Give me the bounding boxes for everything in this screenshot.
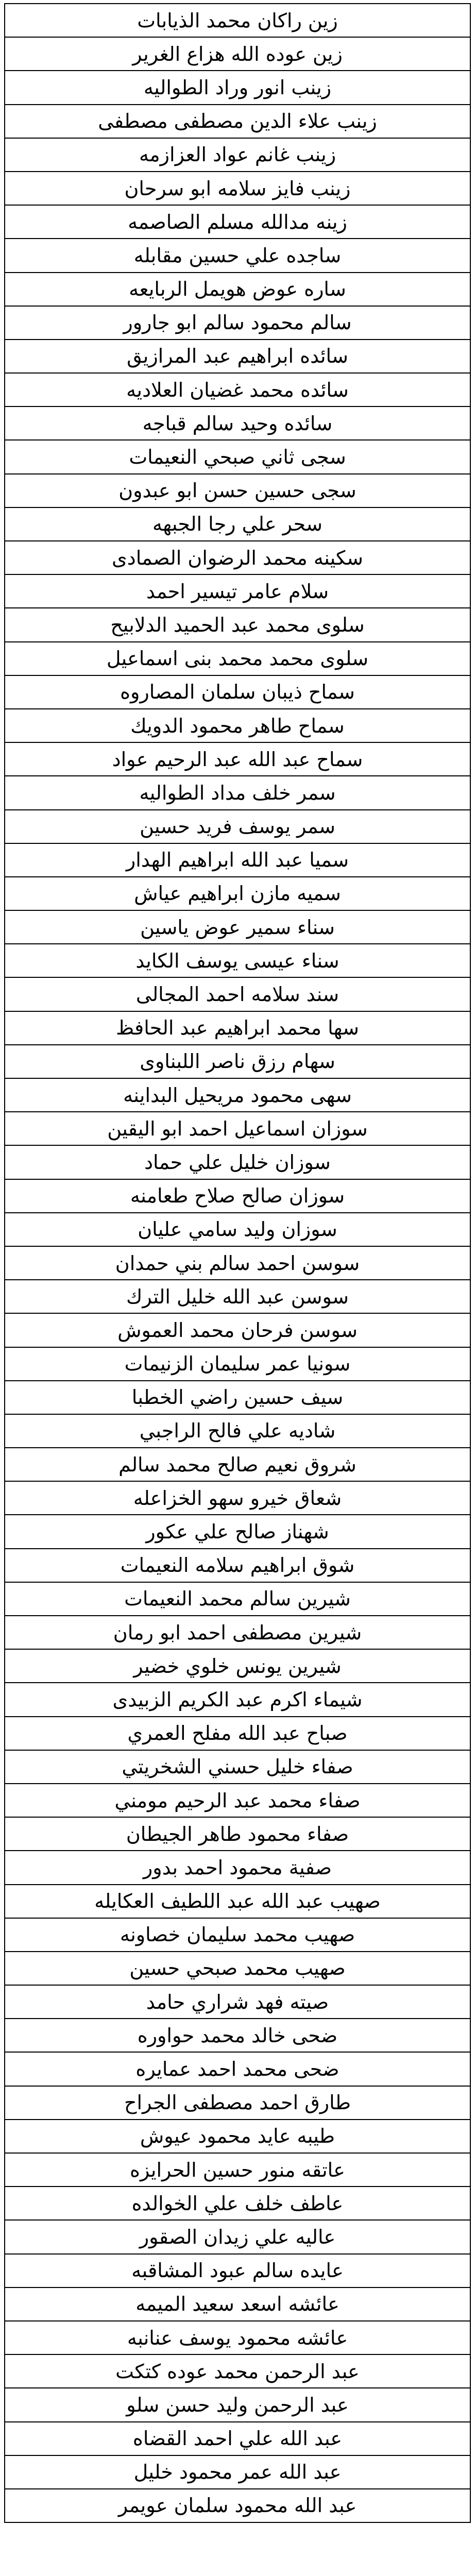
table-row bbox=[5, 910, 470, 944]
table-row bbox=[5, 1515, 470, 1548]
table-row bbox=[5, 2187, 470, 2220]
table-row bbox=[5, 2354, 470, 2388]
name-cell: سمر خلف مداد الطواليه bbox=[5, 776, 470, 809]
name-cell: سناء عيسى يوسف الكايد bbox=[5, 944, 470, 977]
name-cell: سجى ثاني صبحي النعيمات bbox=[5, 440, 470, 473]
name-cell: ضحى محمد احمد عمايره bbox=[5, 2052, 470, 2086]
name-cell: زينب فايز سلامه ابو سرحان bbox=[5, 172, 470, 205]
name-cell: سماح عبد الله عبد الرحيم عواد bbox=[5, 742, 470, 776]
name-cell: عبد الرحمن وليد حسن سلو bbox=[5, 2388, 470, 2421]
table-row bbox=[5, 1683, 470, 1716]
name-cell: سيف حسين راضي الخطبا bbox=[5, 1381, 470, 1414]
name-cell: زينب انور وراد الطواليه bbox=[5, 71, 470, 104]
name-cell: سند سلامه احمد المجالى bbox=[5, 977, 470, 1011]
name-cell: عائشه اسعد سعيد الميمه bbox=[5, 2287, 470, 2321]
table-row bbox=[5, 776, 470, 809]
table-row bbox=[5, 2422, 470, 2455]
name-cell: عبد الله علي احمد القضاه bbox=[5, 2422, 470, 2455]
table-row bbox=[5, 373, 470, 406]
name-cell: صفاء خليل حسني الشخريتي bbox=[5, 1750, 470, 1784]
table-row bbox=[5, 1213, 470, 1246]
name-cell: سونيا عمر سليمان الزنيمات bbox=[5, 1347, 470, 1381]
table-row bbox=[5, 675, 470, 709]
table-row bbox=[5, 709, 470, 742]
table-row bbox=[5, 642, 470, 675]
table-row bbox=[5, 574, 470, 608]
name-cell: سحر علي رجا الجبهه bbox=[5, 507, 470, 541]
table-row bbox=[5, 810, 470, 843]
table-row bbox=[5, 1481, 470, 1515]
table-row bbox=[5, 37, 470, 71]
table-row bbox=[5, 1784, 470, 1817]
name-cell: ضحى خالد محمد حواوره bbox=[5, 2019, 470, 2052]
table-row bbox=[5, 2455, 470, 2489]
table-row bbox=[5, 406, 470, 440]
name-cell: صفاء محمود طاهر الجيطان bbox=[5, 1817, 470, 1851]
name-cell: شيرين سالم محمد النعيمات bbox=[5, 1582, 470, 1616]
name-cell: سوسن عبد الله خليل الترك bbox=[5, 1280, 470, 1313]
table-row bbox=[5, 1313, 470, 1347]
name-cell: سميا عبد الله ابراهيم الهدار bbox=[5, 843, 470, 877]
table-row bbox=[5, 944, 470, 977]
name-cell: زينب غانم عواد العزازمه bbox=[5, 138, 470, 172]
table-row bbox=[5, 1078, 470, 1112]
name-cell: سالم محمود سالم ابو جارور bbox=[5, 306, 470, 340]
name-cell: شهناز صالح علي عكور bbox=[5, 1515, 470, 1548]
name-cell: طارق احمد مصطفى الجراح bbox=[5, 2086, 470, 2120]
table-row bbox=[5, 1549, 470, 1582]
name-cell: سوسن فرحان محمد العموش bbox=[5, 1313, 470, 1347]
table-row bbox=[5, 1045, 470, 1078]
table-row bbox=[5, 1381, 470, 1414]
table-row bbox=[5, 273, 470, 306]
table-row bbox=[5, 1347, 470, 1381]
table-row bbox=[5, 2254, 470, 2287]
table-row bbox=[5, 608, 470, 641]
name-cell: سوزان وليد سامي عليان bbox=[5, 1213, 470, 1246]
name-cell: شيرين مصطفى احمد ابو رمان bbox=[5, 1616, 470, 1649]
name-cell: سهى محمود مريحيل البداينه bbox=[5, 1078, 470, 1112]
table-row bbox=[5, 105, 470, 138]
name-cell: سائده ابراهيم عبد المرازيق bbox=[5, 340, 470, 373]
table-row bbox=[5, 239, 470, 272]
name-cell: سماح طاهر محمود الدويك bbox=[5, 709, 470, 742]
table-row bbox=[5, 71, 470, 104]
name-cell: شيرين يونس خلوي خضير bbox=[5, 1649, 470, 1683]
table-row bbox=[5, 172, 470, 205]
table-row bbox=[5, 843, 470, 877]
name-cell: سميه مازن ابراهيم عياش bbox=[5, 877, 470, 910]
name-cell: شاديه علي فالح الراجبي bbox=[5, 1414, 470, 1448]
name-cell: عاطف خلف علي الخوالده bbox=[5, 2187, 470, 2220]
table-row bbox=[5, 877, 470, 910]
name-cell: سكينه محمد الرضوان الصمادى bbox=[5, 541, 470, 574]
name-cell: سلوى محمد محمد بنى اسماعيل bbox=[5, 642, 470, 675]
name-cell: زينه مدالله مسلم الصاصمه bbox=[5, 205, 470, 239]
name-cell: سناء سمير عوض ياسين bbox=[5, 910, 470, 944]
table-row bbox=[5, 2220, 470, 2253]
table-row bbox=[5, 1112, 470, 1145]
name-cell: عايده سالم عبود المشاقبه bbox=[5, 2254, 470, 2287]
name-cell: عبد الرحمن محمد عوده كتكت bbox=[5, 2354, 470, 2388]
table-row bbox=[5, 440, 470, 473]
name-cell: سماح ذيبان سلمان المصاروه bbox=[5, 675, 470, 709]
name-cell: طيبه عايد محمود عيوش bbox=[5, 2120, 470, 2153]
name-cell: عبد الله محمود سلمان عويمر bbox=[5, 2489, 470, 2522]
table-row bbox=[5, 1817, 470, 1851]
names-table-body bbox=[5, 4, 470, 2522]
name-cell: زينب علاء الدين مصطفى مصطفى bbox=[5, 105, 470, 138]
name-cell: ساجده علي حسين مقابله bbox=[5, 239, 470, 272]
name-cell: سلام عامر تيسير احمد bbox=[5, 574, 470, 608]
name-cell: سمر يوسف فريد حسين bbox=[5, 810, 470, 843]
table-row bbox=[5, 205, 470, 239]
table-row bbox=[5, 1952, 470, 1985]
name-cell: عبد الله عمر محمود خليل bbox=[5, 2455, 470, 2489]
name-cell: شروق نعيم صالح محمد سالم bbox=[5, 1448, 470, 1481]
name-cell: صفاء محمد عبد الرحيم مومني bbox=[5, 1784, 470, 1817]
table-row bbox=[5, 4, 470, 37]
table-row bbox=[5, 1717, 470, 1750]
name-cell: صباح عبد الله مفلح العمري bbox=[5, 1717, 470, 1750]
table-row bbox=[5, 138, 470, 172]
table-row bbox=[5, 1851, 470, 1884]
name-cell: سهام رزق ناصر اللبناوى bbox=[5, 1045, 470, 1078]
table-row bbox=[5, 1280, 470, 1313]
table-row bbox=[5, 2388, 470, 2421]
name-cell: عائشه محمود يوسف عنانبه bbox=[5, 2321, 470, 2354]
table-row bbox=[5, 2052, 470, 2086]
table-row bbox=[5, 340, 470, 373]
table-row bbox=[5, 1985, 470, 2019]
table-row bbox=[5, 742, 470, 776]
table-row bbox=[5, 1582, 470, 1616]
name-cell: زين راكان محمد الذيابات bbox=[5, 4, 470, 37]
name-cell: سائده محمد غضيان العلاديه bbox=[5, 373, 470, 406]
name-cell: صهيب محمد صبحي حسين bbox=[5, 1952, 470, 1985]
name-cell: عاتقه منور حسين الحرايزه bbox=[5, 2153, 470, 2187]
name-cell: صيته فهد شراري حامد bbox=[5, 1985, 470, 2019]
table-row bbox=[5, 1616, 470, 1649]
table-row bbox=[5, 1885, 470, 1918]
table-row bbox=[5, 2086, 470, 2120]
name-cell: سها محمد ابراهيم عبد الحافظ bbox=[5, 1011, 470, 1045]
name-cell: صهيب محمد سليمان خصاونه bbox=[5, 1918, 470, 1952]
name-cell: سوزان خليل علي حماد bbox=[5, 1145, 470, 1179]
table-row bbox=[5, 2019, 470, 2052]
name-cell: شعاق خيرو سهو الخزاعله bbox=[5, 1481, 470, 1515]
name-cell: صفية محمود احمد بدور bbox=[5, 1851, 470, 1884]
name-cell: عاليه علي زيدان الصقور bbox=[5, 2220, 470, 2253]
name-cell: شيماء اكرم عبد الكريم الزبيدى bbox=[5, 1683, 470, 1716]
table-row bbox=[5, 2287, 470, 2321]
table-row bbox=[5, 474, 470, 507]
name-cell: زين عوده الله هزاع الغرير bbox=[5, 37, 470, 71]
table-row bbox=[5, 1011, 470, 1045]
name-cell: سوسن احمد سالم بني حمدان bbox=[5, 1246, 470, 1280]
table-row bbox=[5, 1918, 470, 1952]
table-row bbox=[5, 2153, 470, 2187]
table-row bbox=[5, 541, 470, 574]
table-row bbox=[5, 2321, 470, 2354]
name-cell: سوزان صالح صلاح طعامنه bbox=[5, 1179, 470, 1213]
table-row bbox=[5, 2120, 470, 2153]
name-cell: سائده وحيد سالم قباجه bbox=[5, 406, 470, 440]
table-row bbox=[5, 1145, 470, 1179]
name-cell: ساره عوض هويمل الربايعه bbox=[5, 273, 470, 306]
name-cell: سلوى محمد عبد الحميد الدلابيح bbox=[5, 608, 470, 641]
names-table bbox=[4, 3, 471, 2523]
name-cell: شوق ابراهيم سلامه النعيمات bbox=[5, 1549, 470, 1582]
table-row bbox=[5, 306, 470, 340]
table-row bbox=[5, 507, 470, 541]
table-row bbox=[5, 1246, 470, 1280]
name-cell: سوزان اسماعيل احمد ابو اليقين bbox=[5, 1112, 470, 1145]
name-cell: سجى حسين حسن ابو عبدون bbox=[5, 474, 470, 507]
table-row bbox=[5, 1179, 470, 1213]
table-row bbox=[5, 2489, 470, 2522]
table-row bbox=[5, 1414, 470, 1448]
table-row bbox=[5, 1649, 470, 1683]
table-row bbox=[5, 977, 470, 1011]
table-row bbox=[5, 1750, 470, 1784]
name-cell: صهيب عبد الله عبد اللطيف العكايله bbox=[5, 1885, 470, 1918]
table-row bbox=[5, 1448, 470, 1481]
